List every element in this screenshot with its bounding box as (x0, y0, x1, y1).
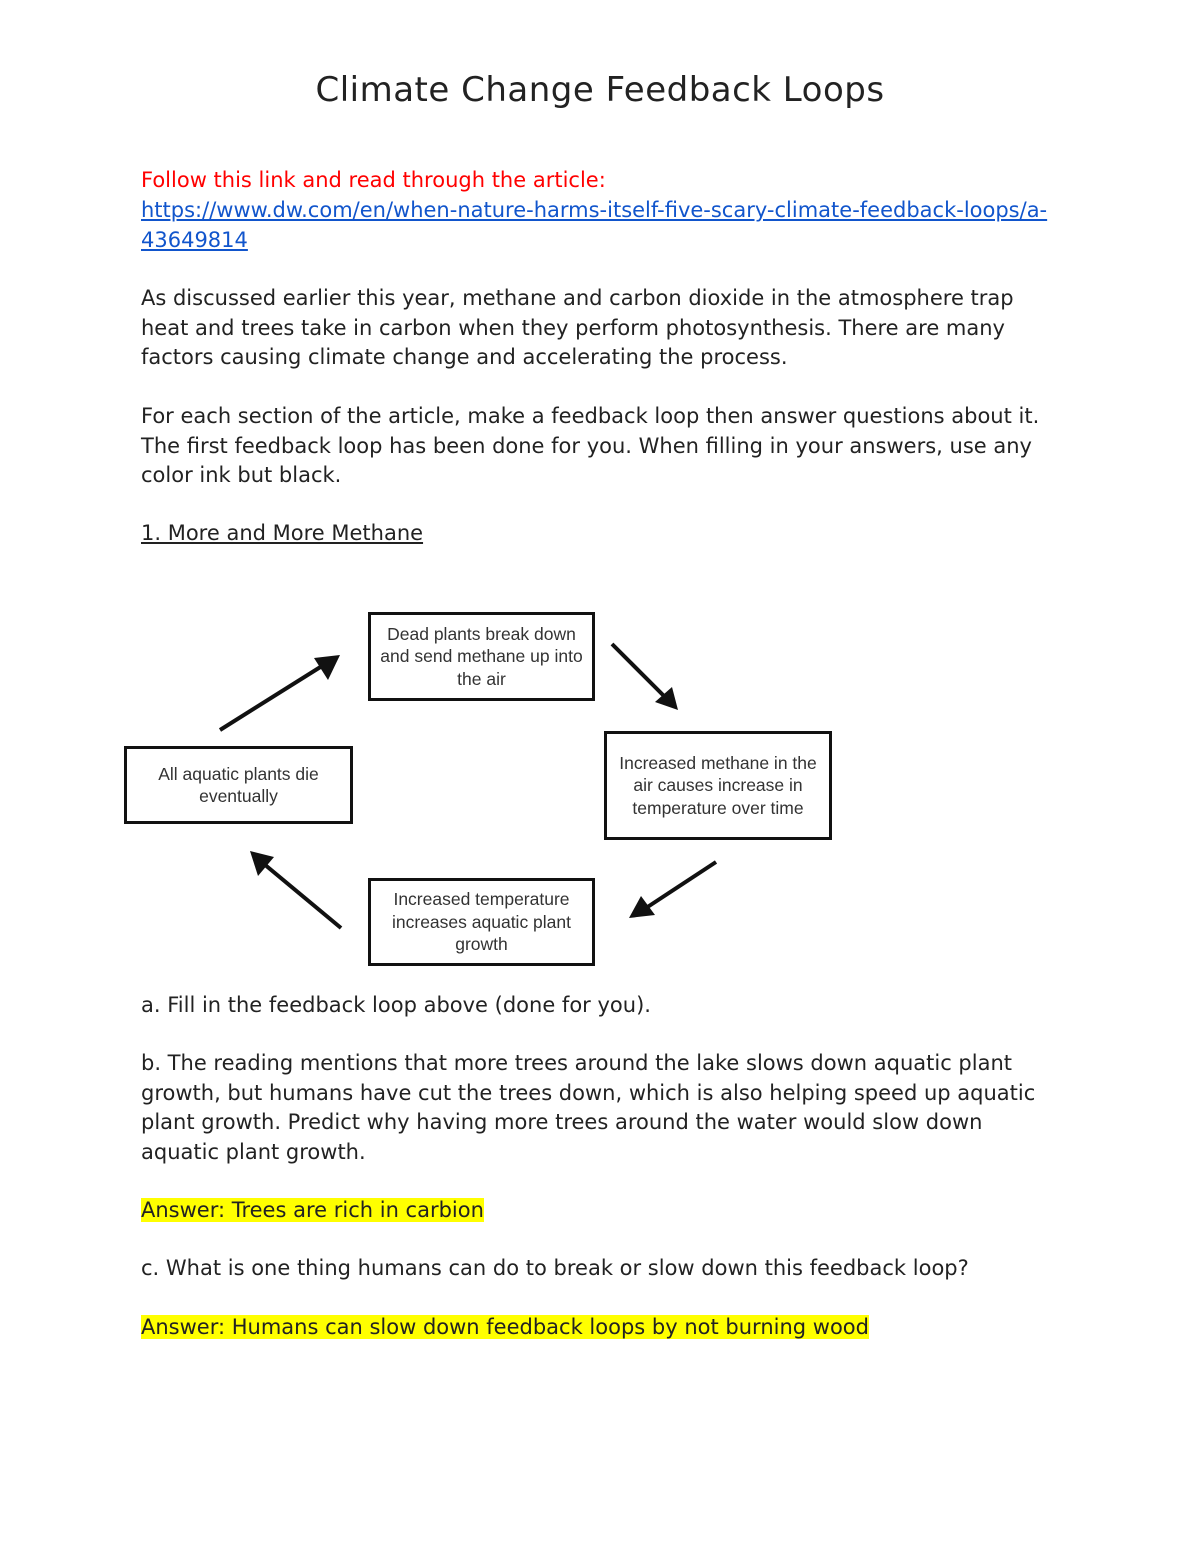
question-a: a. Fill in the feedback loop above (done for you). (141, 993, 651, 1017)
section-heading: 1. More and More Methane (141, 521, 424, 545)
answer-c-text: Answer: Humans can slow down feedback loops by not burning wood (141, 1315, 869, 1339)
answer-b-text: Answer: Trees are rich in carbion (141, 1198, 484, 1222)
loop-box-top: Dead plants break down and send methane up into the air (368, 612, 595, 701)
intro-instruction: Follow this link and read through the article: (141, 168, 606, 192)
question-b: b. The reading mentions that more trees around the lake slows down aquatic plant growth, but humans have cut the trees down, which is also helping speed up aquatic plant growth. Predict why having more trees around the water would slow down aquatic plant growth. (141, 1051, 1036, 1164)
page-title: Climate Change Feedback Loops (315, 70, 885, 110)
arrow-to-top-box (220, 655, 340, 730)
article-link[interactable]: https://www.dw.com/en/when-nature-harms-itself-five-scary-climate-feedback-loops/a-43649814 (141, 198, 1048, 252)
loop-box-right: Increased methane in the air causes increase in temperature over time (604, 731, 832, 840)
arrow-to-left-box (250, 851, 341, 928)
arrow-to-right-box (612, 644, 678, 710)
loop-box-left: All aquatic plants die eventually (124, 746, 353, 824)
question-c: c. What is one thing humans can do to break or slow down this feedback loop? (141, 1256, 969, 1280)
loop-box-bottom: Increased temperature increases aquatic plant growth (368, 878, 595, 966)
answer-b (141, 1196, 484, 1226)
background-paragraph: As discussed earlier this year, methane and carbon dioxide in the atmosphere trap heat and trees take in carbon when they perform photosynthesis. There are many factors causing climate change and accelerating the process. (141, 286, 1014, 369)
instructions-paragraph: For each section of the article, make a feedback loop then answer questions about it. The first feedback loop has been done for you. When filling in your answers, use any color ink but black. (141, 404, 1040, 487)
answer-c (141, 1313, 869, 1343)
arrow-to-bottom-box (629, 862, 716, 918)
